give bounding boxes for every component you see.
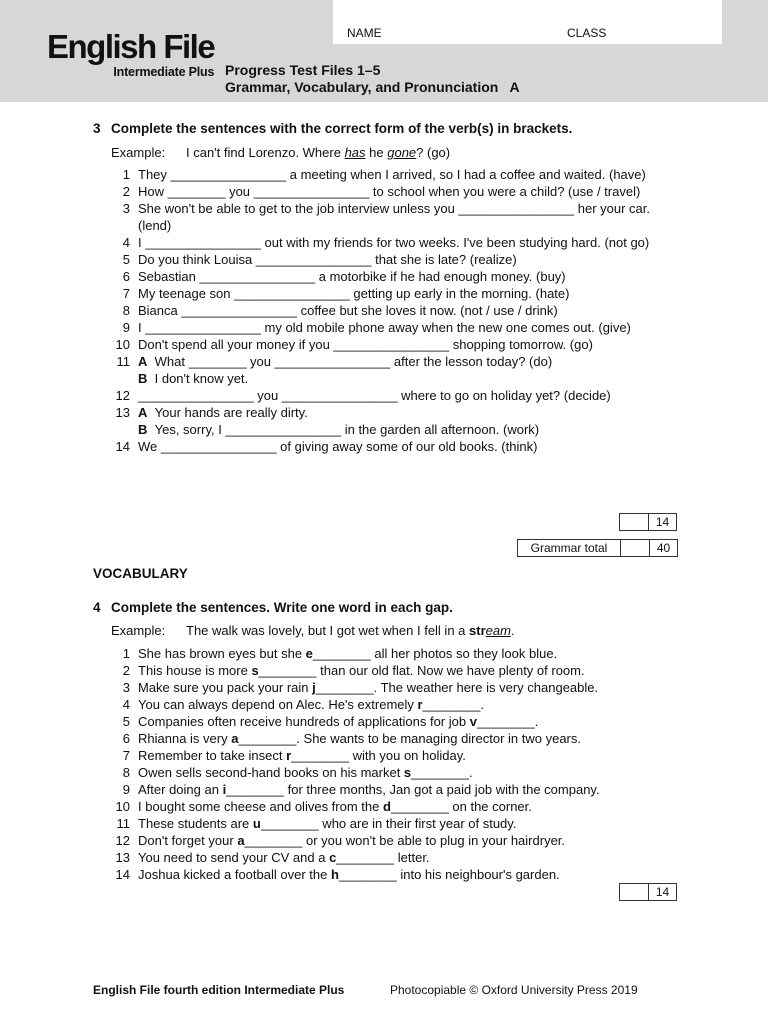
example-label: Example: <box>111 623 166 638</box>
list-item <box>110 268 670 285</box>
item-number: 6 <box>122 731 130 746</box>
item-number: 12 <box>115 388 130 403</box>
dialogue-text: I don't know yet. <box>154 371 249 386</box>
item-number: 10 <box>115 799 130 814</box>
first-letter: e <box>305 646 313 661</box>
grammar-total-box <box>517 539 678 557</box>
instruction-number: 4 <box>93 600 101 615</box>
item-number: 13 <box>115 850 130 865</box>
list-item <box>110 815 670 832</box>
item-number: 11 <box>116 354 130 369</box>
first-letter: r <box>286 748 292 763</box>
item-text[interactable]: Owen sells second-hand books on his market s________. <box>138 765 473 780</box>
instruction-number: 3 <box>93 121 101 136</box>
item-number: 7 <box>122 286 130 301</box>
score-max: 14 <box>648 514 676 530</box>
grammar-items <box>110 166 670 455</box>
item-number: 14 <box>115 439 130 454</box>
first-letter: d <box>382 799 391 814</box>
item-number: 5 <box>122 714 130 729</box>
list-item <box>110 798 670 815</box>
list-item <box>110 370 670 387</box>
list-item <box>110 404 670 421</box>
item-text[interactable]: You can always depend on Alec. He's extremely r________. <box>138 697 485 712</box>
speaker-label: A <box>138 354 148 369</box>
item-text[interactable]: She has brown eyes but she e________ all her photos so they look blue. <box>138 646 558 661</box>
example-text: . <box>510 623 515 638</box>
dialogue-text: Yes, sorry, I ________________ in the garden all afternoon. (work) <box>154 422 540 437</box>
first-letter: v <box>469 714 477 729</box>
name-class-box <box>333 0 722 44</box>
item-number: 2 <box>122 663 130 678</box>
example-answer: gone <box>387 145 417 160</box>
item-text[interactable]: Don't spend all your money if you ________________ shopping tomorrow. (go) <box>138 337 593 352</box>
item-text[interactable]: Remember to take insect r________ with you on holiday. <box>138 748 466 763</box>
list-item <box>110 730 670 747</box>
item-number: 4 <box>122 697 130 712</box>
score-input-cell[interactable] <box>620 884 648 900</box>
item-text[interactable]: Rhianna is very a________. She wants to be managing director in two years. <box>138 731 581 746</box>
item-number: 4 <box>122 235 130 250</box>
grammar-total-label: Grammar total <box>530 541 608 555</box>
page-header <box>0 0 768 102</box>
item-text[interactable]: ________________ you ________________ where to go on holiday yet? (decide) <box>138 388 611 403</box>
item-number: 13 <box>115 405 130 420</box>
item-text[interactable]: I ________________ out with my friends for two weeks. I've been studying hard. (not go) <box>138 235 650 250</box>
list-item <box>110 166 670 183</box>
item-number: 11 <box>116 816 130 831</box>
list-item <box>110 251 670 268</box>
list-item <box>110 353 670 370</box>
list-item <box>110 302 670 319</box>
item-text[interactable]: After doing an i________ for three months, Jan got a paid job with the company. <box>138 782 600 797</box>
grammar-score-box <box>619 513 677 531</box>
first-letter: h <box>330 867 339 882</box>
item-text <box>130 370 670 387</box>
item-text[interactable]: Don't forget your a________ or you won't be able to plug in your hairdryer. <box>138 833 566 848</box>
example-first-letters: str <box>469 623 486 638</box>
item-text[interactable]: My teenage son ________________ getting up early in the morning. (hate) <box>138 286 570 301</box>
item-number: 14 <box>115 867 130 882</box>
item-number: 3 <box>122 201 130 216</box>
item-text[interactable]: She won't be able to get to the job interview unless you ________________ her your car. (lend) <box>138 201 651 233</box>
item-number: 5 <box>122 252 130 267</box>
list-item <box>110 200 670 234</box>
first-letter: r <box>417 697 423 712</box>
item-number: 8 <box>122 765 130 780</box>
list-item <box>110 662 670 679</box>
list-item <box>110 387 670 404</box>
vocabulary-example <box>111 623 515 638</box>
item-number <box>110 370 130 387</box>
list-item <box>110 849 670 866</box>
first-letter: s <box>251 663 259 678</box>
class-label: CLASS <box>567 26 607 40</box>
item-number: 3 <box>122 680 130 695</box>
item-text[interactable]: They ________________ a meeting when I arrived, so I had a coffee and waited. (have) <box>138 167 646 182</box>
item-number: 9 <box>122 782 130 797</box>
name-label: NAME <box>347 26 382 40</box>
total-max: 40 <box>649 540 677 556</box>
list-item <box>110 234 670 251</box>
item-number: 7 <box>122 748 130 763</box>
example-answer: has <box>344 145 366 160</box>
score-max: 14 <box>648 884 676 900</box>
list-item <box>110 679 670 696</box>
item-text[interactable]: You need to send your CV and a c________ letter. <box>138 850 430 865</box>
vocabulary-heading: VOCABULARY <box>93 566 188 581</box>
list-item <box>110 319 670 336</box>
list-item <box>110 285 670 302</box>
item-text[interactable]: Make sure you pack your rain j________. The weather here is very changeable. <box>138 680 599 695</box>
example-text: The walk was lovely, but I got wet when I fell in a <box>186 623 470 638</box>
item-text[interactable]: We ________________ of giving away some of our old books. (think) <box>138 439 538 454</box>
speaker-label: B <box>138 422 148 437</box>
item-text[interactable]: This house is more s________ than our old flat. Now we have plenty of room. <box>138 663 585 678</box>
speaker-label: A <box>138 405 148 420</box>
item-number: 12 <box>115 833 130 848</box>
item-number: 9 <box>122 320 130 335</box>
item-number: 1 <box>122 646 130 661</box>
list-item <box>110 438 670 455</box>
footer-copyright: Photocopiable © Oxford University Press 2019 <box>390 983 638 997</box>
speaker-label: B <box>138 371 148 386</box>
list-item <box>110 421 670 438</box>
item-text[interactable]: These students are u________ who are in their first year of study. <box>138 816 517 831</box>
english-file-logo <box>47 30 214 79</box>
total-input-cell[interactable] <box>620 540 649 556</box>
list-item <box>110 747 670 764</box>
example-text: I can't find Lorenzo. Where <box>186 145 345 160</box>
item-number: 1 <box>122 167 130 182</box>
list-item <box>110 781 670 798</box>
test-title <box>225 62 520 96</box>
footer-edition: English File fourth edition Intermediate Plus <box>93 983 345 997</box>
item-text <box>130 404 670 421</box>
first-letter: a <box>237 833 245 848</box>
list-item <box>110 183 670 200</box>
item-text[interactable]: Bianca ________________ coffee but she loves it now. (not / use / drink) <box>138 303 558 318</box>
list-item <box>110 866 670 883</box>
instruction-text: Complete the sentences. Write one word in each gap. <box>111 600 453 615</box>
item-text[interactable]: Companies often receive hundreds of applications for job v________. <box>138 714 539 729</box>
item-text[interactable]: Do you think Louisa ________________ that she is late? (realize) <box>138 252 517 267</box>
item-text[interactable]: I bought some cheese and olives from the d________ on the corner. <box>138 799 532 814</box>
vocabulary-score-box <box>619 883 677 901</box>
list-item <box>110 645 670 662</box>
logo-title: English File <box>47 28 215 65</box>
example-text: ? (go) <box>416 145 451 160</box>
list-item <box>110 336 670 353</box>
logo-subtitle: Intermediate Plus <box>113 65 215 79</box>
item-text[interactable]: I ________________ my old mobile phone away when the new one comes out. (give) <box>138 320 631 335</box>
first-letter: s <box>403 765 412 780</box>
test-title-line-2: Grammar, Vocabulary, and Pronunciation A <box>225 79 520 95</box>
first-letter: i <box>222 782 227 797</box>
score-input-cell[interactable] <box>620 514 648 530</box>
item-number: 8 <box>122 303 130 318</box>
dialogue-text: What ________ you ________________ after the lesson today? (do) <box>154 354 553 369</box>
list-item <box>110 832 670 849</box>
instruction-text: Complete the sentences with the correct form of the verb(s) in brackets. <box>111 121 573 136</box>
item-text[interactable]: Joshua kicked a football over the h________ into his neighbour's garden. <box>138 867 560 882</box>
dialogue-text: Your hands are really dirty. <box>154 405 308 420</box>
item-text[interactable] <box>130 353 670 370</box>
example-text: he <box>365 145 388 160</box>
list-item <box>110 764 670 781</box>
example-label: Example: <box>111 145 166 160</box>
list-item <box>110 713 670 730</box>
item-text[interactable]: Sebastian ________________ a motorbike if he had enough money. (buy) <box>138 269 566 284</box>
test-title-line-1: Progress Test Files 1–5 <box>225 62 381 78</box>
item-number: 6 <box>122 269 130 284</box>
first-letter: j <box>312 680 316 695</box>
vocabulary-items <box>110 645 670 883</box>
item-number: 10 <box>115 337 130 352</box>
example-answer: eam <box>485 623 511 638</box>
item-number: 2 <box>122 184 130 199</box>
grammar-example <box>111 145 450 160</box>
first-letter: a <box>231 731 239 746</box>
vocabulary-instruction <box>93 600 453 615</box>
item-text[interactable]: How ________ you ________________ to school when you were a child? (use / travel) <box>138 184 641 199</box>
grammar-instruction <box>93 121 572 136</box>
first-letter: c <box>329 850 337 865</box>
first-letter: u <box>252 816 261 831</box>
item-text[interactable] <box>130 421 670 438</box>
item-number <box>110 421 130 438</box>
list-item <box>110 696 670 713</box>
